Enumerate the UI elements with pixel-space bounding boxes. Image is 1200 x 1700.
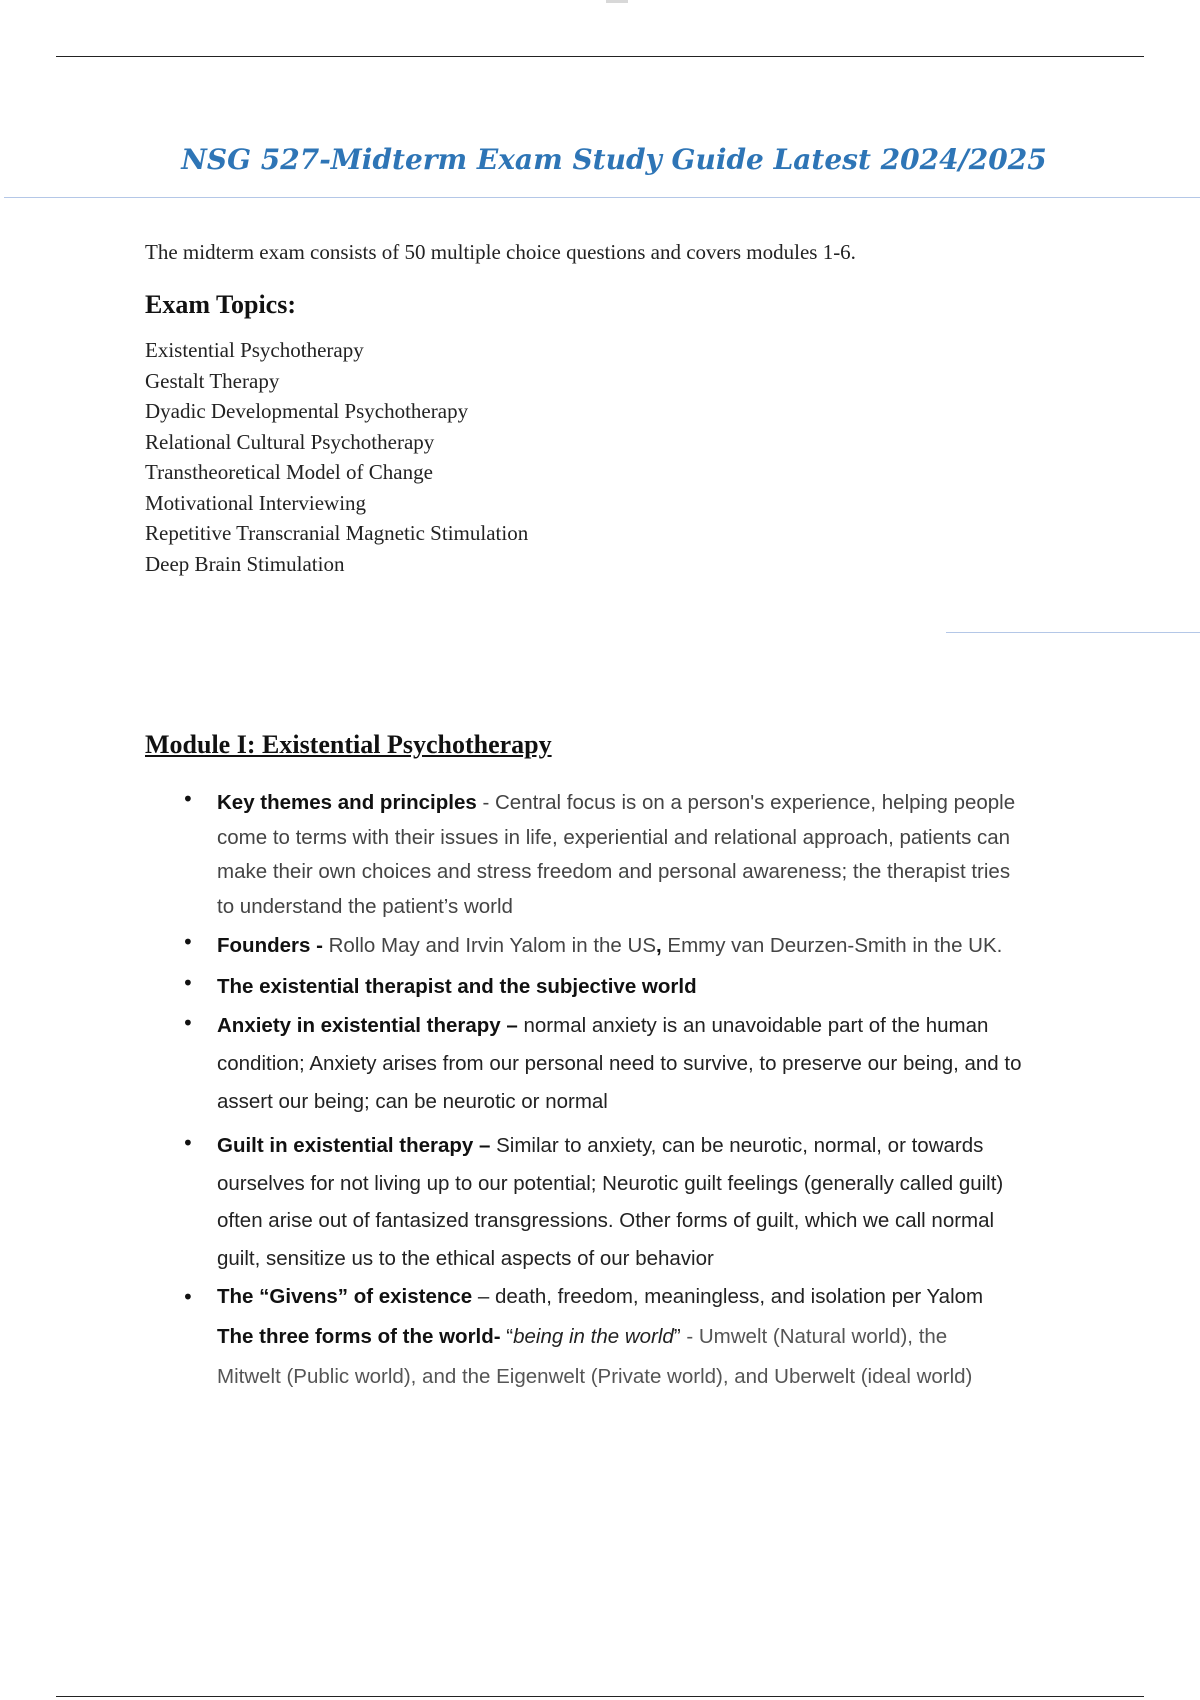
list-item-givens (217, 1277, 1097, 1397)
item-text: - Umwelt (Natural world), the (680, 1325, 948, 1348)
list-item-anxiety (217, 1007, 1097, 1121)
item-text: normal anxiety is an unavoidable part of the human (523, 1014, 989, 1037)
exam-topics-list (145, 335, 528, 579)
topic-item: Existential Psychotherapy (145, 338, 364, 362)
topic-item: Deep Brain Stimulation (145, 551, 345, 576)
item-text: come to terms with their issues in life, experiential and relational approach, patients can (217, 825, 1011, 849)
bullet-marker: • (182, 1011, 194, 1035)
list-item-subjective-world (217, 970, 1097, 1004)
item-text: make their own choices and stress freedom and personal awareness; the therapist tries (217, 860, 1011, 883)
item-quote: “ (506, 1325, 514, 1348)
item-text: Similar to anxiety, can be neurotic, normal, or towards (496, 1134, 984, 1157)
item-text: ourselves for not living up to our potential; Neurotic guilt feelings (generally called guilt) (217, 1171, 1004, 1195)
topic-item: Repetitive Transcranial Magnetic Stimulation (145, 521, 529, 545)
item-italic-text: being in the world (513, 1325, 674, 1348)
bullet-marker: • (182, 971, 194, 995)
page-top-mark (606, 0, 628, 3)
topic-item: Motivational Interviewing (145, 490, 367, 515)
bullet-marker: • (182, 1285, 194, 1309)
intro-paragraph: The midterm exam consists of 50 multiple choice questions and covers modules 1-6. (145, 240, 856, 264)
header-rule (56, 56, 1144, 57)
bullet-marker: • (182, 1131, 194, 1155)
item-text: guilt, sensitize us to the ethical aspects of our behavior (217, 1246, 714, 1270)
title-underline-rule (4, 197, 1200, 198)
item-text: often arise out of fantasized transgressions. Other forms of guilt, which we call normal (217, 1209, 995, 1232)
item-text: Rollo May and Irvin Yalom in the US (328, 934, 656, 957)
footer-rule (56, 1696, 1144, 1697)
item-label: Anxiety in existential therapy – (217, 1014, 524, 1037)
bullet-marker: • (182, 787, 194, 811)
item-text: condition; Anxiety arises from our personal need to survive, to preserve our being, and to (217, 1052, 1022, 1075)
item-label: The existential therapist and the subjective world (217, 975, 697, 998)
topic-item: Dyadic Developmental Psychotherapy (145, 399, 469, 423)
topic-item: Relational Cultural Psychotherapy (145, 429, 435, 454)
item-text: Mitwelt (Public world), and the Eigenwelt (Private world), and Uberwelt (ideal world) (217, 1365, 973, 1388)
topic-item: Transtheoretical Model of Change (145, 460, 433, 484)
list-item-key-themes (217, 786, 1097, 924)
item-text: Emmy van Deurzen-Smith in the UK. (661, 934, 1003, 957)
list-item-guilt (217, 1127, 1097, 1277)
item-text: assert our being; can be neurotic or normal (217, 1090, 608, 1113)
page-title: NSG 527-Midterm Exam Study Guide Latest 2024/2025 (181, 143, 1047, 176)
item-quote: ” (673, 1325, 681, 1348)
item-label: Guilt in existential therapy – (217, 1134, 497, 1157)
item-comma: , (656, 934, 662, 957)
item-label: Key themes and principles (217, 791, 477, 814)
exam-topics-heading: Exam Topics: (145, 290, 296, 319)
item-label: The three forms of the world- (217, 1325, 507, 1348)
item-label: The “Givens” of existence (217, 1285, 473, 1308)
item-label: Founders - (217, 934, 329, 957)
list-item-founders (217, 929, 1097, 963)
item-text: to understand the patient’s world (217, 894, 513, 918)
module-heading: Module I: Existential Psychotherapy (145, 730, 552, 759)
item-text: – death, freedom, meaningless, and isolation per Yalom (472, 1285, 984, 1308)
item-text: - Central focus is on a person's experience, helping people (476, 791, 1016, 814)
section-divider-rule (946, 632, 1200, 633)
topic-item: Gestalt Therapy (145, 368, 280, 393)
bullet-marker: • (182, 930, 194, 954)
